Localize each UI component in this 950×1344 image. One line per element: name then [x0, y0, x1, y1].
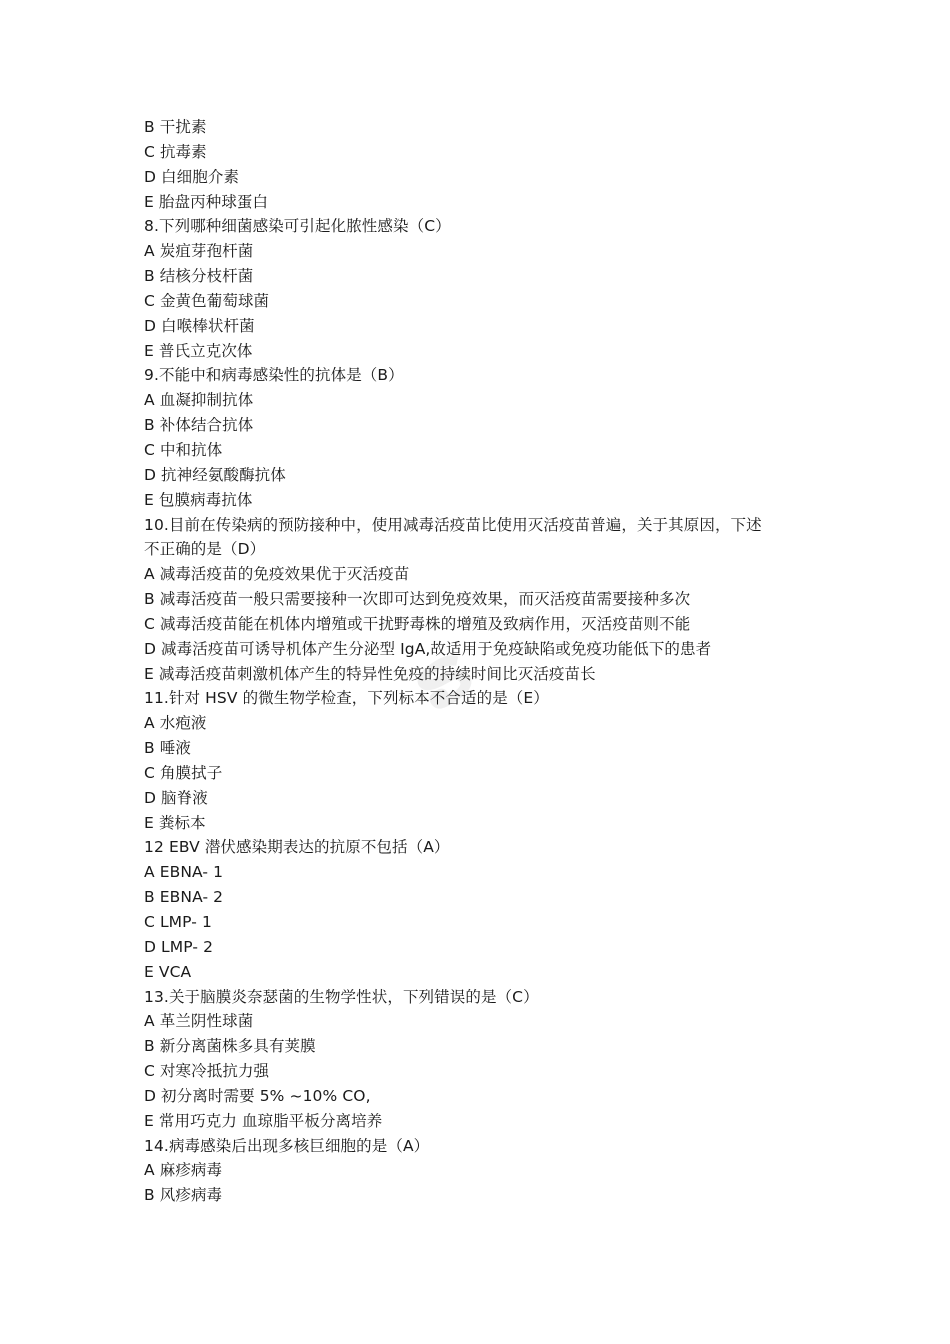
text-line: D 抗神经氨酸酶抗体 — [144, 465, 286, 484]
text-line: C 角膜拭子 — [144, 763, 223, 782]
text-line: D 白喉棒状杆菌 — [144, 316, 255, 335]
text-line: B 唾液 — [144, 739, 191, 758]
text-line: C 金黄色葡萄球菌 — [144, 291, 270, 310]
text-line: D 白细胞介素 — [144, 167, 240, 186]
text-line: C 减毒活疫苗能在机体内增殖或干扰野毒株的增殖及致病作用，灭活疫苗则不能 — [144, 614, 691, 633]
text-line: C 抗毒素 — [144, 142, 207, 161]
text-line: B 新分离菌株多具有荚膜 — [144, 1037, 316, 1056]
text-line: E 普氏立克次体 — [144, 341, 253, 360]
text-line: A 革兰阴性球菌 — [144, 1012, 254, 1031]
text-line: D 减毒活疫苗可诱导机体产生分泌型 IgA,故适用于免疫缺陷或免疫功能低下的患者 — [144, 639, 712, 658]
text-line: 9.不能中和病毒感染性的抗体是（B） — [144, 366, 404, 385]
text-line: 10.目前在传染病的预防接种中，使用减毒活疫苗比使用灭活疫苗普遍，关于其原因，下述 — [144, 515, 762, 534]
text-line: B 减毒活疫苗一般只需要接种一次即可达到免疫效果，而灭活疫苗需要接种多次 — [144, 590, 691, 609]
text-line: E 常用巧克力 血琼脂平板分离培养 — [144, 1111, 383, 1130]
text-line: A 减毒活疫苗的免疫效果优于灭活疫苗 — [144, 565, 410, 584]
text-line: E 粪标本 — [144, 813, 206, 832]
text-line: 12 EBV 潜伏感染期表达的抗原不包括（A） — [144, 838, 450, 857]
text-line: B 补体结合抗体 — [144, 416, 254, 435]
text-line: A 水疱液 — [144, 714, 207, 733]
text-line: A 血凝抑制抗体 — [144, 391, 254, 410]
text-line: 不正确的是（D） — [144, 540, 266, 559]
text-line: E 胎盘丙种球蛋白 — [144, 192, 269, 211]
text-line: 13.关于脑膜炎奈瑟菌的生物学性状，下列错误的是（C） — [144, 987, 539, 1006]
document-body — [144, 115, 814, 1208]
text-line: D 初分离时需要 5% ~10% CO, — [144, 1086, 371, 1105]
text-line: A 麻疹病毒 — [144, 1161, 223, 1180]
text-line: C 中和抗体 — [144, 440, 223, 459]
text-line: E 包膜病毒抗体 — [144, 490, 253, 509]
text-line: 14.病毒感染后出现多核巨细胞的是（A） — [144, 1136, 430, 1155]
text-line: B EBNA- 2 — [144, 888, 224, 907]
watermark-icon: ຣ — [396, 628, 491, 730]
text-line: D 脑脊液 — [144, 788, 208, 807]
text-line: 8.下列哪种细菌感染可引起化脓性感染（C） — [144, 217, 451, 236]
text-line: D LMP- 2 — [144, 937, 214, 956]
text-line: B 干扰素 — [144, 118, 207, 136]
text-line: B 结核分枝杆菌 — [144, 267, 254, 286]
text-line: C LMP- 1 — [144, 913, 212, 931]
text-line: E 减毒活疫苗刺激机体产生的特异性免疫的持续时间比灭活疫苗长 — [144, 664, 596, 683]
text-line: C 对寒冷抵抗力强 — [144, 1062, 270, 1081]
text-line: A EBNA- 1 — [144, 863, 224, 882]
text-line: E VCA — [144, 962, 192, 981]
text-line: A 炭疽芽孢杆菌 — [144, 242, 254, 261]
text-line: 11.针对 HSV 的微生物学检查，下列标本不合适的是（E） — [144, 689, 549, 708]
text-line: B 风疹病毒 — [144, 1186, 223, 1205]
